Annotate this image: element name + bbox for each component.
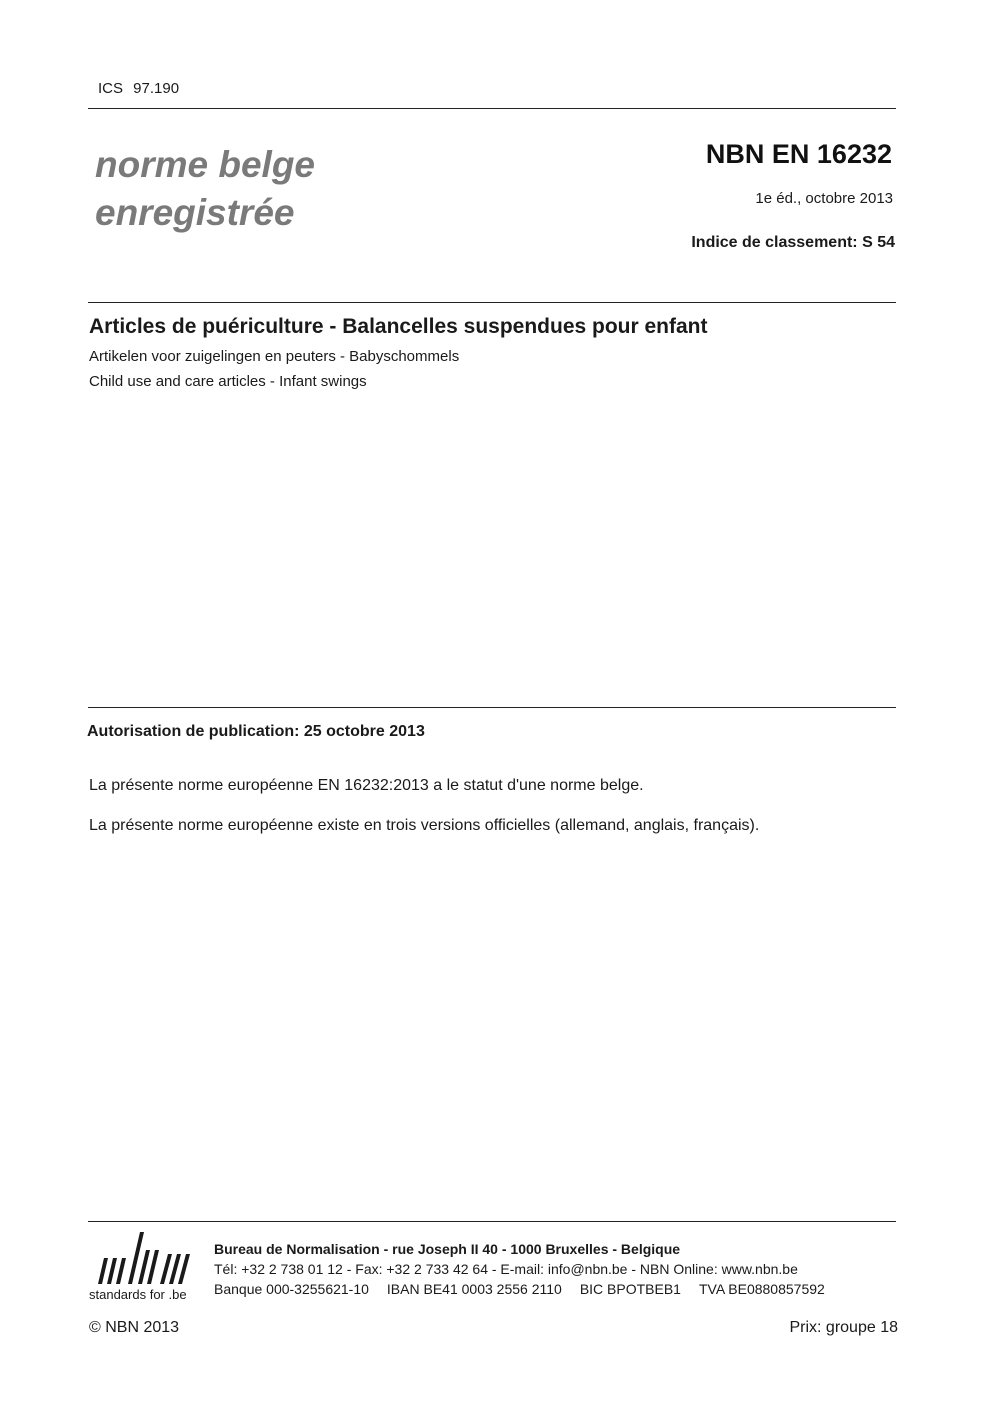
footer-address: Bureau de Normalisation - rue Joseph II 40 - 1000 Bruxelles - Belgique [214, 1241, 681, 1257]
ics-code: ICS 97.190 [98, 80, 180, 97]
footer-contact: Tél: +32 2 738 01 12 - Fax: +32 2 733 42 64 - E-mail: info@nbn.be - NBN Online: www.nbn.be [214, 1261, 798, 1277]
bic: BIC BPOTBEB1 [579, 1281, 681, 1297]
publication-divider [88, 707, 896, 708]
title-french: Articles de puériculture - Balancelles suspendues pour enfant [89, 315, 708, 338]
edition-date: 1e éd., octobre 2013 [755, 190, 893, 207]
footer-bank-details [214, 1281, 825, 1297]
vat-number: TVA BE0880857592 [698, 1281, 825, 1297]
document-number: NBN EN 16232 [705, 139, 892, 169]
top-divider [88, 108, 896, 109]
footer-divider [88, 1221, 896, 1222]
versions-statement: La présente norme européenne existe en trois versions officielles (allemand, anglais, français). [89, 817, 760, 834]
iban: IBAN BE41 0003 2556 2110 [386, 1281, 562, 1297]
brand-line-1: norme belge [95, 144, 315, 185]
title-divider [88, 302, 896, 303]
bank-account: Banque 000-3255621-10 [214, 1281, 369, 1297]
title-dutch: Artikelen voor zuigelingen en peuters - Babyschommels [89, 348, 460, 365]
copyright: © NBN 2013 [89, 1319, 180, 1336]
status-statement: La présente norme européenne EN 16232:2013 a le statut d'une norme belge. [89, 777, 644, 794]
classification-index: Indice de classement: S 54 [691, 234, 895, 251]
logo-caption: standards for .be [89, 1287, 187, 1302]
publication-authorisation: Autorisation de publication: 25 octobre 2013 [87, 723, 425, 740]
price-group: Prix: groupe 18 [789, 1319, 898, 1336]
title-english: Child use and care articles - Infant swings [89, 373, 367, 390]
brand-title [95, 141, 315, 237]
brand-line-2: enregistrée [95, 192, 295, 233]
